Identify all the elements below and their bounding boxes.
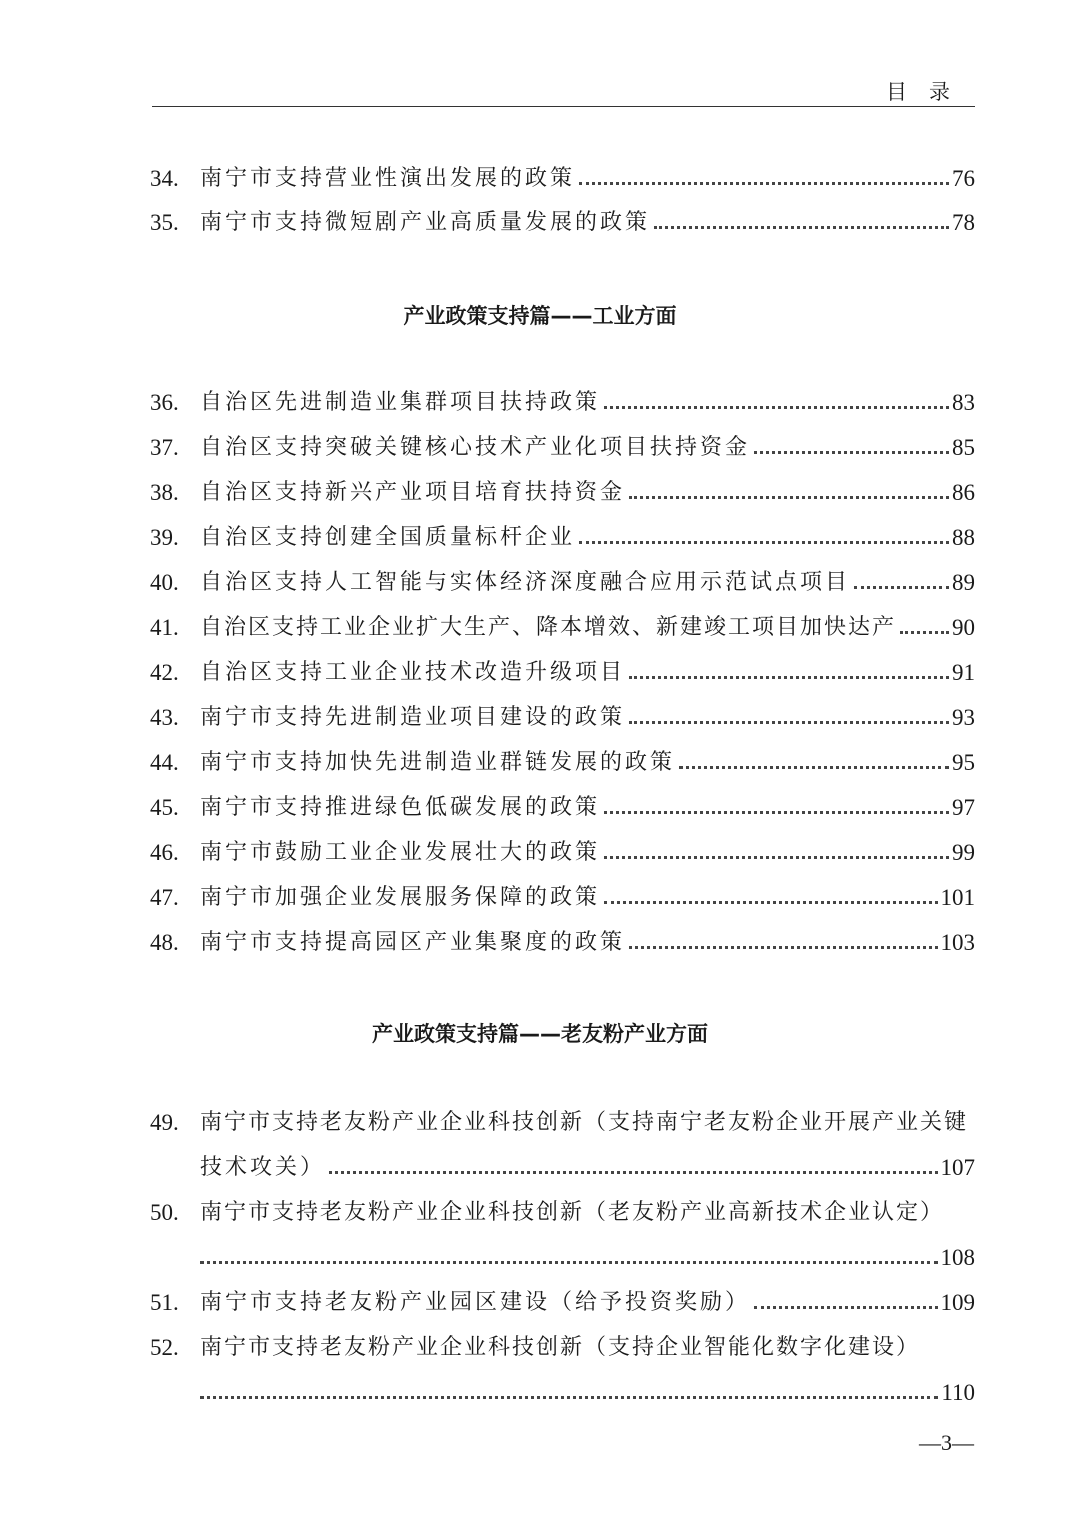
entry-page: 78 — [952, 210, 975, 235]
entry-page: 93 — [952, 705, 975, 730]
entry-title-continuation: 技术攻关） — [200, 1155, 326, 1180]
toc-entry[interactable] — [150, 384, 975, 418]
dot-leader — [579, 541, 949, 544]
toc-entry[interactable] — [150, 834, 975, 868]
dot-leader — [754, 451, 949, 454]
dot-leader — [604, 901, 937, 904]
toc-entry[interactable] — [150, 474, 975, 508]
entry-title: 南宁市支持老友粉产业企业科技创新（老友粉产业高新技术企业认定） — [200, 1200, 945, 1225]
toc-entry[interactable] — [150, 744, 975, 778]
entry-title: 自治区支持人工智能与实体经济深度融合应用示范试点项目 — [200, 570, 851, 595]
entry-page: 85 — [952, 435, 975, 460]
entry-number: 48. — [150, 930, 179, 955]
dot-leader — [754, 1306, 937, 1309]
toc-entry-continuation[interactable] — [200, 1149, 975, 1183]
entry-number: 51. — [150, 1290, 179, 1315]
entry-number: 37. — [150, 435, 179, 460]
dot-leader — [604, 406, 949, 409]
entry-page: 103 — [940, 930, 975, 955]
entry-page: 95 — [952, 750, 975, 775]
toc-entry[interactable] — [150, 789, 975, 823]
section-heading-laoyoufen: 产业政策支持篇——老友粉产业方面 — [372, 1022, 708, 1046]
entry-number: 49. — [150, 1110, 179, 1135]
toc-entry[interactable] — [150, 204, 975, 238]
entry-title: 南宁市支持提高园区产业集聚度的政策 — [200, 930, 626, 955]
toc-entry-continuation[interactable] — [200, 1374, 975, 1408]
toc-entry[interactable] — [150, 564, 975, 598]
entry-number: 35. — [150, 210, 179, 235]
entry-number: 39. — [150, 525, 179, 550]
entry-page: 86 — [952, 480, 975, 505]
entry-number: 38. — [150, 480, 179, 505]
header-rule — [152, 106, 975, 107]
toc-entry[interactable] — [150, 924, 975, 958]
dot-leader — [854, 586, 949, 589]
dot-leader — [629, 946, 937, 949]
section-heading-industry: 产业政策支持篇——工业方面 — [403, 304, 677, 328]
toc-entry[interactable] — [150, 879, 975, 913]
entry-title: 自治区支持工业企业技术改造升级项目 — [200, 660, 626, 685]
entry-number: 52. — [150, 1335, 179, 1360]
entry-title: 南宁市支持微短剧产业高质量发展的政策 — [200, 210, 651, 235]
dot-leader — [604, 856, 949, 859]
entry-title: 自治区支持新兴产业项目培育扶持资金 — [200, 480, 626, 505]
toc-entry[interactable] — [150, 1194, 975, 1228]
entry-title: 自治区支持突破关键核心技术产业化项目扶持资金 — [200, 435, 751, 460]
entry-title: 南宁市支持老友粉产业企业科技创新（支持南宁老友粉企业开展产业关键 — [200, 1110, 969, 1135]
entry-page: 99 — [952, 840, 975, 865]
entry-number: 40. — [150, 570, 179, 595]
toc-entry[interactable] — [150, 519, 975, 553]
toc-entry[interactable] — [150, 429, 975, 463]
entry-title: 南宁市鼓励工业企业发展壮大的政策 — [200, 840, 601, 865]
entry-page: 110 — [941, 1380, 975, 1405]
entry-number: 43. — [150, 705, 179, 730]
toc-entry[interactable] — [150, 1104, 975, 1138]
entry-number: 44. — [150, 750, 179, 775]
entry-title: 南宁市支持营业性演出发展的政策 — [200, 166, 576, 191]
entry-page: 91 — [952, 660, 975, 685]
entry-title: 自治区先进制造业集群项目扶持政策 — [200, 390, 601, 415]
entry-number: 34. — [150, 166, 179, 191]
entry-number: 47. — [150, 885, 179, 910]
toc-entry[interactable] — [150, 609, 975, 643]
dot-leader — [629, 721, 949, 724]
entry-page: 107 — [940, 1155, 975, 1180]
entry-page: 88 — [952, 525, 975, 550]
entry-title: 南宁市支持先进制造业项目建设的政策 — [200, 705, 626, 730]
dot-leader — [900, 631, 949, 634]
entry-number: 46. — [150, 840, 179, 865]
dot-leader — [679, 766, 949, 769]
entry-title: 自治区支持工业企业扩大生产、降本增效、新建竣工项目加快达产 — [200, 615, 897, 640]
entry-page: 89 — [952, 570, 975, 595]
entry-page: 76 — [952, 166, 975, 191]
entry-page: 83 — [952, 390, 975, 415]
entry-number: 36. — [150, 390, 179, 415]
toc-entry[interactable] — [150, 1329, 975, 1363]
entry-title: 南宁市支持老友粉产业企业科技创新（支持企业智能化数字化建设） — [200, 1335, 921, 1360]
entry-page: 109 — [940, 1290, 975, 1315]
entry-title: 自治区支持创建全国质量标杆企业 — [200, 525, 576, 550]
entry-number: 42. — [150, 660, 179, 685]
dot-leader — [200, 1396, 938, 1399]
toc-entry-continuation[interactable] — [200, 1239, 975, 1273]
entry-title: 南宁市加强企业发展服务保障的政策 — [200, 885, 601, 910]
page-number: —3— — [919, 1430, 974, 1455]
entry-title: 南宁市支持加快先进制造业群链发展的政策 — [200, 750, 676, 775]
entry-number: 41. — [150, 615, 179, 640]
toc-entry[interactable] — [150, 1284, 975, 1318]
entry-page: 97 — [952, 795, 975, 820]
entry-title: 南宁市支持推进绿色低碳发展的政策 — [200, 795, 601, 820]
dot-leader — [604, 811, 949, 814]
dot-leader — [629, 496, 949, 499]
dot-leader — [654, 226, 949, 229]
dot-leader — [579, 182, 949, 185]
toc-entry[interactable] — [150, 699, 975, 733]
entry-page: 90 — [952, 615, 975, 640]
dot-leader — [200, 1261, 938, 1264]
entry-page: 108 — [940, 1245, 975, 1270]
entry-number: 45. — [150, 795, 179, 820]
entry-number: 50. — [150, 1200, 179, 1225]
running-header: 目录 — [886, 80, 972, 104]
entry-title: 南宁市支持老友粉产业园区建设（给予投资奖励） — [200, 1290, 751, 1315]
toc-entry[interactable] — [150, 160, 975, 194]
toc-entry[interactable] — [150, 654, 975, 688]
dot-leader — [329, 1171, 937, 1174]
entry-page: 101 — [940, 885, 975, 910]
dot-leader — [629, 676, 949, 679]
